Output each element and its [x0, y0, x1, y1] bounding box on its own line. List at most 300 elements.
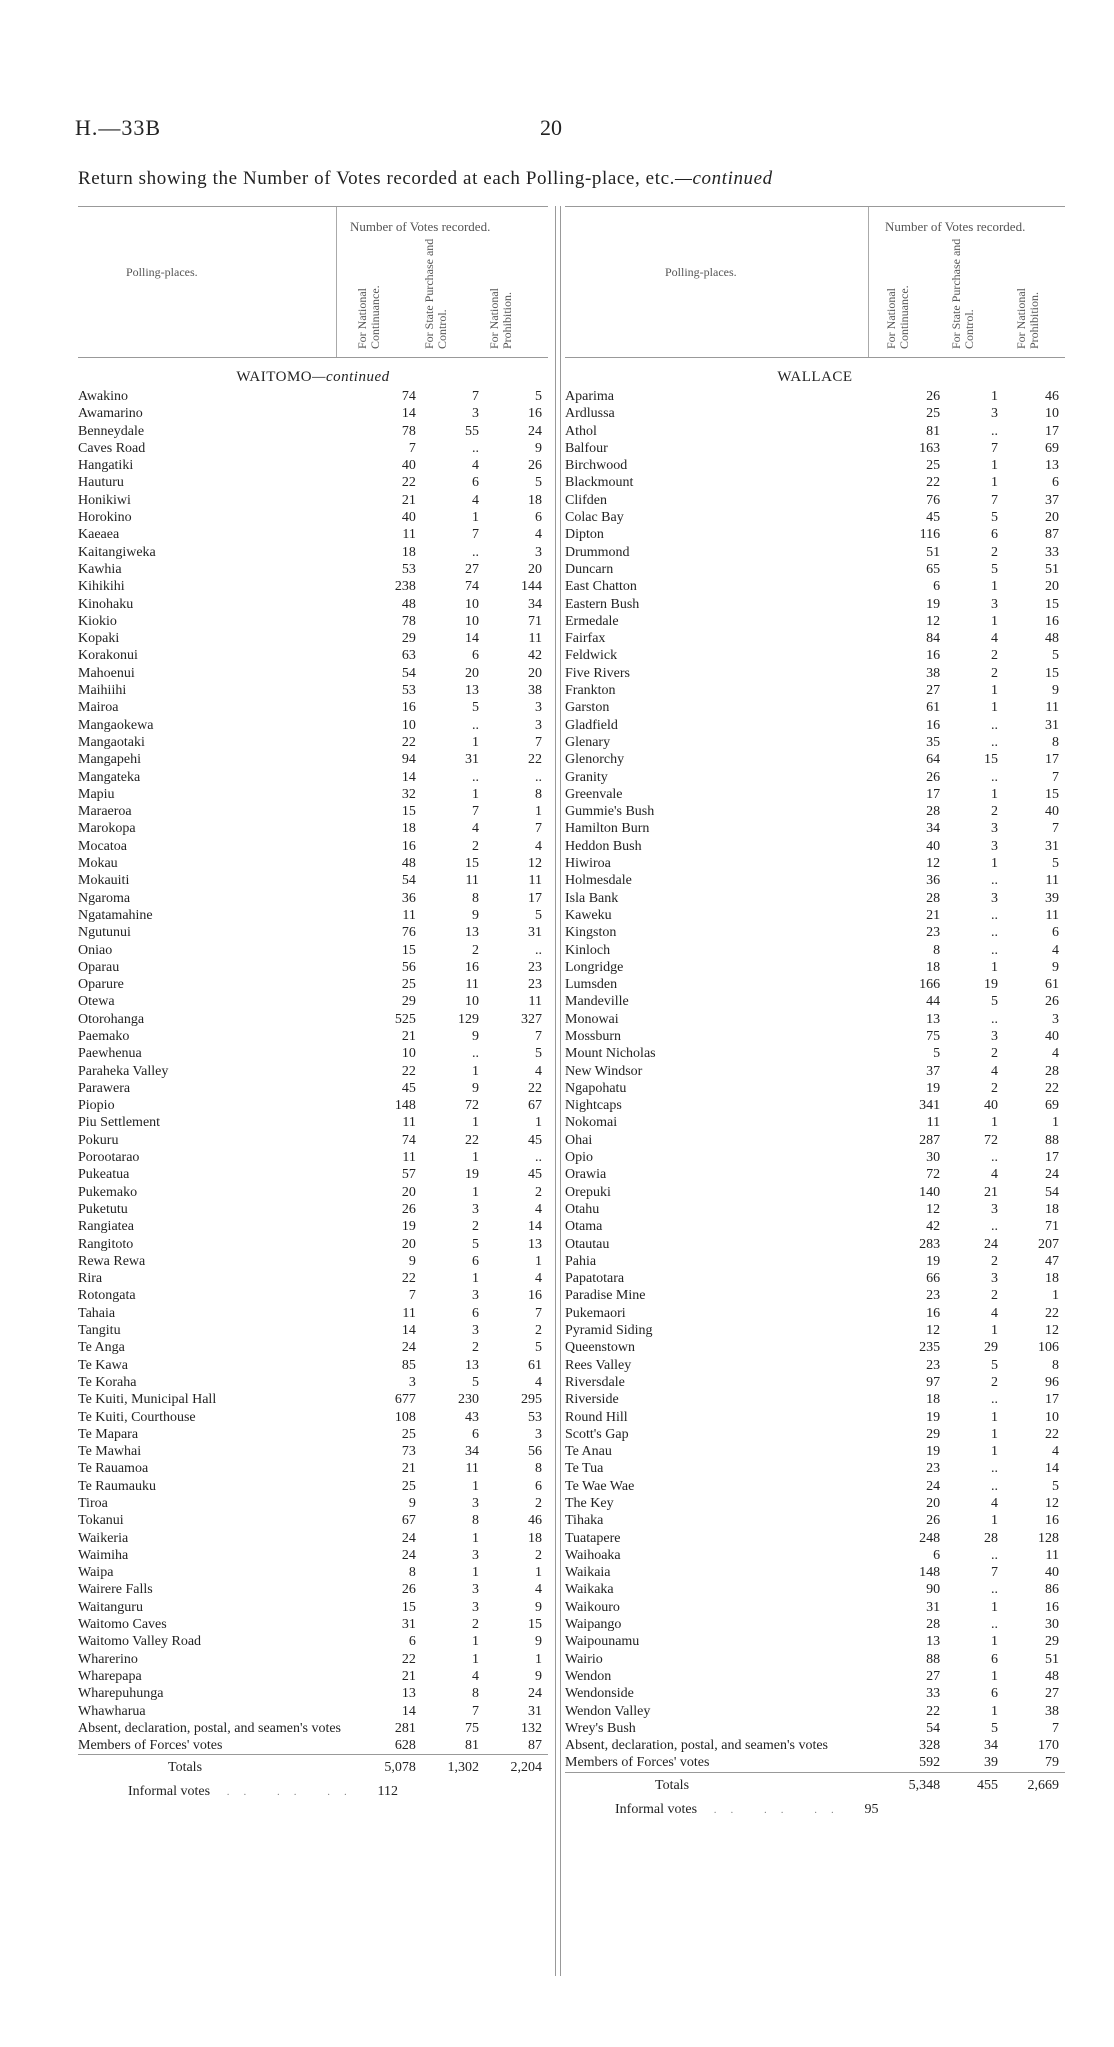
- state-purchase-votes: 10: [464, 994, 479, 1010]
- continuance-votes: 628: [394, 1738, 416, 1754]
- table-row: [565, 1426, 1065, 1443]
- polling-place-name: Mangapehi: [78, 752, 141, 768]
- state-purchase-votes: 5: [990, 510, 998, 526]
- prohibition-votes: 26: [528, 458, 542, 474]
- table-row: [565, 578, 1065, 595]
- continuance-votes: 15: [401, 804, 416, 820]
- table-row: [565, 1703, 1065, 1720]
- polling-place-name: Te Mapara: [78, 1426, 139, 1442]
- table-row: [565, 561, 1065, 578]
- continuance-votes: 74: [401, 389, 416, 404]
- right-table-header: [565, 206, 1065, 358]
- state-purchase-votes: 2: [990, 804, 998, 820]
- informal-value: 112: [377, 1784, 399, 1800]
- continuance-votes: 33: [926, 1686, 941, 1702]
- polling-place-name: Kihikihi: [78, 579, 125, 595]
- state-purchase-votes: ..: [990, 423, 998, 439]
- table-row: [78, 1564, 548, 1581]
- continuance-votes: 21: [401, 1028, 416, 1044]
- prohibition-votes: 1: [535, 1565, 542, 1581]
- state-purchase-votes: 6: [990, 1651, 998, 1667]
- prohibition-votes: 12: [528, 856, 542, 872]
- table-row: [565, 405, 1065, 422]
- polling-place-name: Otautau: [565, 1236, 610, 1252]
- table-row: [78, 890, 548, 907]
- continuance-votes: 238: [394, 579, 416, 595]
- prohibition-votes: 42: [528, 648, 542, 664]
- continuance-votes: 677: [394, 1392, 416, 1408]
- state-purchase-votes: 1: [990, 1323, 998, 1339]
- prohibition-votes: 7: [535, 1028, 542, 1044]
- polling-place-name: Dipton: [565, 527, 604, 543]
- table-row: [78, 751, 548, 768]
- table-row: [565, 544, 1065, 561]
- polling-place-name: Round Hill: [565, 1409, 628, 1425]
- prohibition-votes: 207: [1038, 1236, 1059, 1252]
- polling-place-name: Rangitoto: [78, 1236, 134, 1252]
- table-row: [78, 388, 548, 405]
- continuance-votes: 22: [926, 475, 941, 491]
- prohibition-votes: 7: [1052, 821, 1059, 837]
- prohibition-votes: 4: [535, 838, 542, 854]
- state-purchase-votes: 129: [457, 1011, 479, 1027]
- prohibition-votes: 7: [535, 821, 542, 837]
- state-purchase-votes: 14: [464, 631, 479, 647]
- continuance-votes: 22: [401, 475, 416, 491]
- prohibition-votes: 16: [1045, 613, 1059, 629]
- continuance-votes: 20: [401, 1184, 416, 1200]
- continuance-votes: 76: [401, 925, 416, 941]
- continuance-votes: 16: [926, 717, 941, 733]
- prohibition-votes: 22: [528, 752, 542, 768]
- polling-place-name: Lumsden: [565, 977, 618, 993]
- table-row: [565, 1132, 1065, 1149]
- table-row: [565, 1651, 1065, 1668]
- totals-value: 2,204: [485, 1755, 548, 1782]
- continuance-votes: 6: [933, 1547, 941, 1563]
- prohibition-votes: 45: [528, 1132, 542, 1148]
- column-divider: [555, 206, 561, 1976]
- polling-place-name: Ardlussa: [565, 406, 615, 422]
- state-purchase-votes: 1: [990, 458, 998, 474]
- prohibition-votes: 22: [1045, 1426, 1059, 1442]
- state-purchase-votes: 4: [990, 631, 998, 647]
- state-purchase-votes: 3: [990, 1271, 998, 1287]
- state-purchase-votes: 2: [990, 1046, 998, 1062]
- continuance-votes: 11: [402, 1150, 416, 1166]
- table-row: [565, 1668, 1065, 1685]
- table-row: [565, 820, 1065, 837]
- polling-place-name: Te Tua: [565, 1461, 604, 1477]
- state-purchase-votes: 3: [990, 406, 998, 422]
- state-purchase-votes: 75: [464, 1720, 479, 1736]
- state-purchase-votes: 6: [471, 475, 479, 491]
- continuance-votes: 18: [926, 1392, 941, 1408]
- continuance-votes: 11: [926, 1115, 941, 1131]
- state-purchase-votes: 1: [990, 579, 998, 595]
- state-purchase-votes: 5: [990, 1720, 998, 1736]
- prohibition-votes: 22: [528, 1080, 542, 1096]
- polling-place-name: Korakonui: [78, 648, 138, 664]
- polling-place-name: Wrey's Bush: [565, 1720, 636, 1736]
- continuance-votes: 54: [401, 873, 416, 889]
- state-purchase-votes: 55: [464, 423, 479, 439]
- continuance-votes: 6: [933, 579, 941, 595]
- continuance-votes: 25: [926, 406, 941, 422]
- prohibition-votes: 2: [535, 1547, 542, 1563]
- polling-place-name: Ermedale: [565, 613, 619, 629]
- state-purchase-votes: 2: [990, 648, 998, 664]
- polling-place-name: Mandeville: [565, 994, 629, 1010]
- state-purchase-votes: 19: [983, 977, 998, 993]
- state-purchase-votes: 1: [990, 1703, 998, 1719]
- polling-place-name: Te Kawa: [78, 1357, 128, 1373]
- prohibition-votes: 61: [1045, 977, 1059, 993]
- polling-place-name: Te Anga: [78, 1340, 125, 1356]
- state-purchase-votes: 1: [471, 1150, 479, 1166]
- prohibition-votes: 1: [1052, 1288, 1059, 1304]
- table-row: [78, 1253, 548, 1270]
- state-purchase-votes: 1: [990, 700, 998, 716]
- table-row: [565, 1184, 1065, 1201]
- prohibition-votes: 51: [1045, 561, 1059, 577]
- prohibition-votes: 18: [528, 1530, 542, 1546]
- table-row: [565, 1391, 1065, 1408]
- polling-place-name: Hauturu: [78, 475, 124, 491]
- table-row: [565, 717, 1065, 734]
- prohibition-votes: 37: [1045, 492, 1059, 508]
- table-row: [78, 855, 548, 872]
- table-row: [78, 630, 548, 647]
- prohibition-votes: 67: [528, 1098, 542, 1114]
- continuance-votes: 75: [926, 1028, 941, 1044]
- prohibition-votes: 144: [521, 579, 542, 595]
- state-purchase-votes: 3: [990, 890, 998, 906]
- table-row: [78, 1287, 548, 1304]
- prohibition-votes: 22: [1045, 1080, 1059, 1096]
- continuance-votes: 19: [926, 1409, 941, 1425]
- table-row: [78, 1547, 548, 1564]
- state-purchase-votes: ..: [990, 734, 998, 750]
- continuance-votes: 66: [926, 1271, 941, 1287]
- state-purchase-votes: 7: [471, 527, 479, 543]
- polling-place-name: Kinloch: [565, 942, 611, 958]
- prohibition-votes: 29: [1045, 1634, 1059, 1650]
- state-purchase-votes: 29: [983, 1340, 998, 1356]
- prohibition-votes: 27: [1045, 1686, 1059, 1702]
- table-row: [78, 1685, 548, 1702]
- left-table-header: [78, 206, 548, 358]
- prohibition-votes: 3: [535, 544, 542, 560]
- polling-place-name: Kopaki: [78, 631, 120, 647]
- polling-place-name: Kawhia: [78, 561, 122, 577]
- prohibition-votes: 53: [528, 1409, 542, 1425]
- prohibition-votes: 24: [528, 1686, 542, 1702]
- continuance-votes: 20: [401, 1236, 416, 1252]
- right-table: [565, 206, 1065, 1821]
- state-purchase-votes: 5: [990, 994, 998, 1010]
- polling-place-name: Wharepuhunga: [78, 1686, 164, 1702]
- polling-place-name: Paewhenua: [78, 1046, 142, 1062]
- table-row: [78, 1097, 548, 1114]
- polling-place-name: Tuatapere: [565, 1530, 621, 1546]
- table-row: [78, 578, 548, 595]
- state-purchase-votes: 6: [471, 648, 479, 664]
- page-number: 20: [540, 115, 562, 140]
- left-table: [78, 206, 548, 1803]
- polling-place-name: Tangitu: [78, 1323, 121, 1339]
- continuance-votes: 29: [926, 1426, 941, 1442]
- continuance-votes: 85: [401, 1357, 416, 1373]
- continuance-votes: 48: [401, 596, 416, 612]
- state-purchase-votes: 9: [471, 1028, 479, 1044]
- table-row: [78, 1426, 548, 1443]
- state-purchase-votes: 16: [464, 959, 479, 975]
- continuance-votes: 11: [402, 1305, 416, 1321]
- polling-place-name: Otahu: [565, 1201, 600, 1217]
- continuance-votes: 14: [401, 769, 416, 785]
- table-row: [565, 1530, 1065, 1547]
- continuance-votes: 166: [919, 977, 941, 993]
- prohibition-votes: 14: [1045, 1461, 1059, 1477]
- table-row: [565, 1097, 1065, 1114]
- table-row: [78, 405, 548, 422]
- state-purchase-votes: 1: [990, 1668, 998, 1684]
- polling-place-name: Opio: [565, 1150, 593, 1166]
- state-purchase-votes: 15: [464, 856, 479, 872]
- totals-value: 455: [946, 1772, 1004, 1799]
- table-row: [565, 1063, 1065, 1080]
- prohibition-votes: 132: [521, 1720, 542, 1736]
- table-row: [565, 1236, 1065, 1253]
- prohibition-votes: 20: [1045, 579, 1059, 595]
- continuance-votes: 8: [933, 942, 941, 958]
- state-purchase-votes: 20: [464, 665, 479, 681]
- table-row: [78, 440, 548, 457]
- continuance-votes: 7: [408, 440, 416, 456]
- prohibition-votes: 28: [1045, 1063, 1059, 1079]
- polling-place-name: Otama: [565, 1219, 603, 1235]
- prohibition-votes: 13: [1045, 458, 1059, 474]
- polling-place-name: Rotongata: [78, 1288, 136, 1304]
- table-row: [78, 1581, 548, 1598]
- prohibition-votes: 4: [535, 1271, 542, 1287]
- prohibition-votes: 327: [521, 1011, 542, 1027]
- polling-place-name: Hamilton Burn: [565, 821, 650, 837]
- state-purchase-votes: 6: [471, 1426, 479, 1442]
- table-row: [565, 1114, 1065, 1131]
- prohibition-heading: For National Prohibition.: [1014, 288, 1041, 349]
- continuance-votes: 163: [919, 440, 941, 456]
- polling-place-name: Hangatiki: [78, 458, 134, 474]
- state-purchase-votes: 1: [471, 510, 479, 526]
- continuance-votes: 53: [401, 683, 416, 699]
- polling-place-name: Nightcaps: [565, 1098, 622, 1114]
- state-purchase-votes: ..: [990, 1392, 998, 1408]
- polling-place-name: Piopio: [78, 1098, 115, 1114]
- table-row: [78, 1374, 548, 1391]
- prohibition-votes: 96: [1045, 1374, 1059, 1390]
- continuance-votes: 23: [926, 1288, 941, 1304]
- state-purchase-votes: 5: [471, 1374, 479, 1390]
- polling-place-name: Ngaroma: [78, 890, 131, 906]
- table-row: [78, 561, 548, 578]
- prohibition-votes: 6: [535, 510, 542, 526]
- polling-place-name: Marokopa: [78, 821, 136, 837]
- polling-place-name: Paradise Mine: [565, 1288, 646, 1304]
- continuance-votes: 22: [401, 734, 416, 750]
- left-votes-table: [78, 388, 548, 1781]
- prohibition-votes: 88: [1045, 1132, 1059, 1148]
- state-purchase-votes: 3: [471, 1599, 479, 1615]
- state-purchase-votes: 43: [464, 1409, 479, 1425]
- polling-place-name: Tiroa: [78, 1496, 108, 1511]
- continuance-votes: 63: [401, 648, 416, 664]
- polling-place-name: Honikiwi: [78, 492, 131, 508]
- state-purchase-votes: ..: [990, 1617, 998, 1633]
- polling-place-name: Kiokio: [78, 613, 117, 629]
- table-row: [565, 1357, 1065, 1374]
- prohibition-votes: 5: [1052, 1478, 1059, 1494]
- polling-place-name: Piu Settlement: [78, 1115, 161, 1131]
- state-purchase-votes: 3: [990, 1028, 998, 1044]
- state-purchase-votes: 10: [464, 613, 479, 629]
- state-purchase-votes: 1: [990, 959, 998, 975]
- state-purchase-votes: 5: [471, 1236, 479, 1252]
- continuance-votes: 65: [926, 561, 941, 577]
- continuance-votes: 54: [401, 665, 416, 681]
- title-continued: —continued: [674, 168, 773, 189]
- prohibition-votes: 31: [1045, 717, 1059, 733]
- prohibition-votes: 3: [535, 717, 542, 733]
- prohibition-votes: 9: [535, 1668, 542, 1684]
- continuance-votes: 22: [401, 1063, 416, 1079]
- polling-place-name: Gladfield: [565, 717, 618, 733]
- prohibition-votes: 3: [535, 1426, 542, 1442]
- state-purchase-votes: 72: [983, 1132, 998, 1148]
- prohibition-heading: For National Prohibition.: [487, 288, 514, 349]
- prohibition-votes: 8: [535, 786, 542, 802]
- prohibition-votes: 4: [535, 1582, 542, 1598]
- state-purchase-votes: 1: [471, 1651, 479, 1667]
- continuance-votes: 283: [919, 1236, 941, 1252]
- table-row: [565, 1270, 1065, 1287]
- state-purchase-votes: 3: [471, 406, 479, 422]
- prohibition-votes: 56: [528, 1444, 542, 1460]
- polling-place-name: Rewa Rewa: [78, 1253, 146, 1269]
- continuance-votes: 14: [401, 1323, 416, 1339]
- prohibition-votes: ..: [535, 769, 542, 785]
- continuance-votes: 22: [401, 1271, 416, 1287]
- polling-place-name: Tokanui: [78, 1513, 124, 1529]
- prohibition-votes: 20: [528, 665, 542, 681]
- totals-label: Totals: [565, 1772, 885, 1799]
- polling-place-name: Orepuki: [565, 1184, 611, 1200]
- prohibition-votes: 17: [528, 890, 542, 906]
- table-row: [565, 890, 1065, 907]
- polling-place-name: Tihaka: [565, 1513, 604, 1529]
- table-row: [565, 1685, 1065, 1702]
- prohibition-votes: 38: [528, 683, 542, 699]
- continuance-votes: 22: [401, 1651, 416, 1667]
- prohibition-votes: 87: [1045, 527, 1059, 543]
- state-purchase-votes: 1: [471, 734, 479, 750]
- table-row: [565, 1599, 1065, 1616]
- prohibition-votes: 18: [1045, 1271, 1059, 1287]
- state-purchase-votes: 4: [990, 1063, 998, 1079]
- polling-place-name: Absent, declaration, postal, and seamen's votes: [78, 1721, 342, 1736]
- continuance-votes: 40: [401, 510, 416, 526]
- continuance-votes: 21: [401, 1461, 416, 1477]
- continuance-votes: 29: [401, 631, 416, 647]
- polling-place-name: Gummie's Bush: [565, 804, 655, 820]
- state-purchase-votes: ..: [471, 544, 479, 560]
- table-row: [78, 820, 548, 837]
- state-purchase-votes: 1: [471, 1063, 479, 1079]
- state-purchase-votes: 4: [990, 1305, 998, 1321]
- table-row: [565, 1443, 1065, 1460]
- polling-place-name: Hiwiroa: [565, 856, 611, 872]
- prohibition-votes: 3: [1052, 1011, 1059, 1027]
- prohibition-votes: 5: [1052, 648, 1059, 664]
- section-name: WAITOMO: [236, 369, 313, 385]
- polling-place-name: Te Rauamoa: [78, 1461, 149, 1477]
- prohibition-votes: 69: [1045, 1098, 1059, 1114]
- state-purchase-votes: 6: [471, 1305, 479, 1321]
- state-purchase-votes: 39: [983, 1755, 998, 1771]
- table-row: [78, 1114, 548, 1131]
- prohibition-votes: 1: [535, 804, 542, 820]
- polling-place-name: Mokau: [78, 856, 118, 872]
- section-heading: [565, 366, 1065, 388]
- prohibition-votes: 9: [1052, 959, 1059, 975]
- table-row: [565, 665, 1065, 682]
- continuance-votes: 11: [402, 907, 416, 923]
- informal-votes-row: Informal votes .. .. .. 95: [615, 1801, 879, 1817]
- polling-place-name: Wendon: [565, 1668, 612, 1684]
- table-row: [78, 1166, 548, 1183]
- polling-place-name: Paemako: [78, 1028, 130, 1044]
- polling-place-name: Waihoaka: [565, 1547, 621, 1563]
- table-row: [78, 699, 548, 716]
- state-purchase-votes: 3: [471, 1496, 479, 1511]
- continuance-votes: 94: [401, 752, 416, 768]
- state-purchase-votes: 1: [471, 1115, 479, 1131]
- polling-place-name: Waikaka: [565, 1582, 614, 1598]
- prohibition-votes: 14: [528, 1219, 542, 1235]
- polling-place-name: Members of Forces' votes: [78, 1738, 223, 1754]
- polling-place-name: Duncarn: [565, 561, 614, 577]
- prohibition-votes: 3: [535, 700, 542, 716]
- continuance-votes: 84: [926, 631, 941, 647]
- polling-place-name: Te Raumauku: [78, 1478, 156, 1494]
- prohibition-votes: 17: [1045, 1392, 1059, 1408]
- table-row: [78, 717, 548, 734]
- table-row: [565, 1028, 1065, 1045]
- prohibition-votes: 5: [1052, 856, 1059, 872]
- prohibition-votes: 11: [1045, 700, 1059, 716]
- table-row: [565, 1547, 1065, 1564]
- polling-place-name: Wairere Falls: [78, 1582, 153, 1598]
- polling-place-name: Whawharua: [78, 1703, 146, 1719]
- polling-place-name: Greenvale: [565, 786, 623, 802]
- prohibition-votes: 4: [1052, 1046, 1059, 1062]
- prohibition-votes: 16: [528, 406, 542, 422]
- table-row: [78, 1080, 548, 1097]
- state-purchase-votes: ..: [990, 873, 998, 889]
- state-purchase-votes: 7: [990, 1565, 998, 1581]
- prohibition-votes: 9: [535, 440, 542, 456]
